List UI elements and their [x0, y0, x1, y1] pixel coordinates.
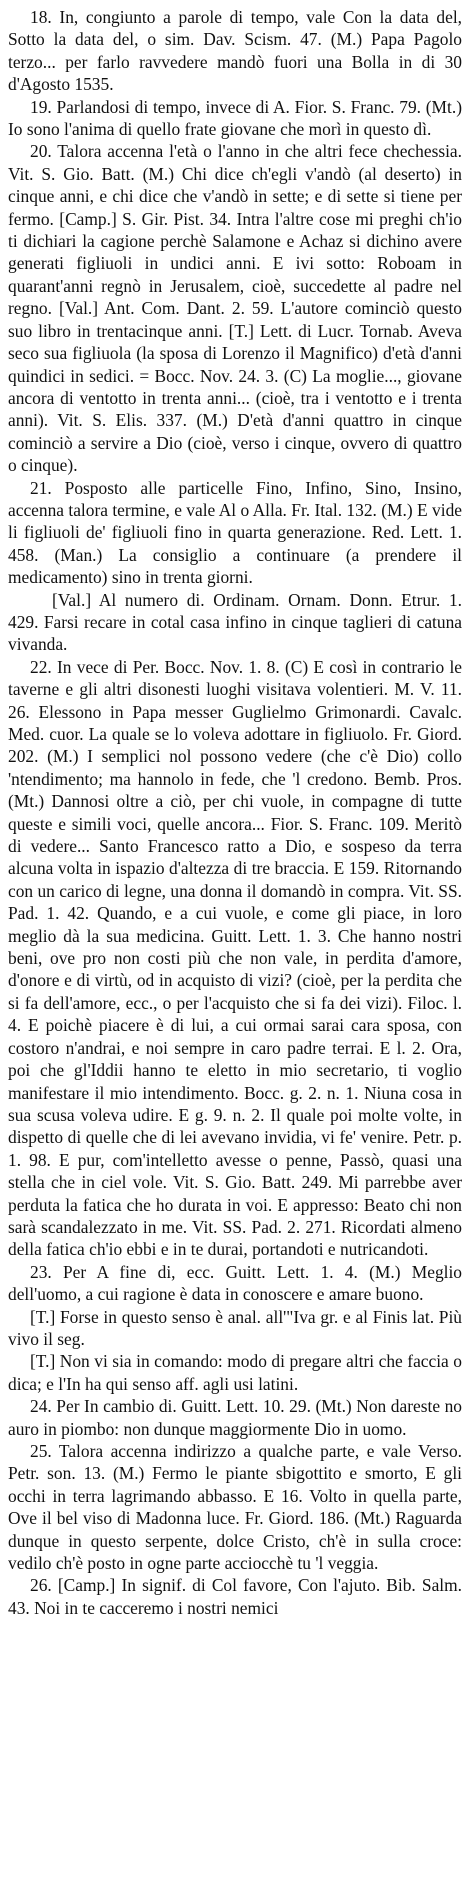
entry-23-note-1: [T.] Forse in questo senso è anal. all'"Iva gr. e al Finis lat. Più vivo il seg. — [8, 1306, 462, 1349]
entry-20: 20. Talora accenna l'età o l'anno in che altri fece chechessia. Vit. S. Gio. Batt. (M.) Chi dice ch'egli v'andò (al deserto) in cinque anni, e chi dice che v'andò in sette; e di sette si tiene per fermo. [Camp.] S. Gir. Pist. 34. Intra l'altre cose mi preghi ch'io ti dichiari la cagione perchè Salamone e Achaz si dichino avere generati figliuoli in undici anni. E ivi sotto: Roboam in quarant'anni regnò in Jerusalem, cioè, succedette al padre nel regno. [Val.] Ant. Com. Dant. 2. 59. L'autore cominciò questo suo libro in trentacinque anni. [T.] Lett. di Lucr. Tornab. Aveva seco sua figliuola (la sposa di Lorenzo il Magnifico) d'età d'anni quindici in sedici. = Bocc. Nov. 24. 3. (C) La moglie..., giovane ancora di ventotto in trenta anni... (cioè, tra i ventotto e i trenta anni). Vit. S. Elis. 337. (M.) D'età d'anni quattro in cinque cominciò a servire a Dio (cioè, verso i cinque, ovvero di quattro o cinque). — [8, 141, 462, 476]
entry-21: 21. Posposto alle particelle Fino, Infino, Sino, Insino, accenna talora termine, e vale Al o Alla. Fr. Ital. 132. (M.) E vide li figliuoli de' figliuoli fino in quarta generazione. Red. Lett. 1. 458. (Man.) La consiglio a continuare (a prendere il medicamento) sino in trenta giorni. — [8, 477, 462, 588]
entry-25: 25. Talora accenna indirizzo a qualche parte, e vale Verso. Petr. son. 13. (M.) Fermo le piante sbigottito e smorto, E gli occhi in terra lagrimando abbasso. E 16. Volto in quella parte, Ove il bel viso di Madonna luce. Fr. Giord. 186. (Mt.) Raguarda dunque in questo serpente, dolce Cristo, ch'è in sulla croce: vedilo ch'è posto in ogne parte acciocchè tu 'l veggia. — [8, 1441, 462, 1574]
entry-22: 22. In vece di Per. Bocc. Nov. 1. 8. (C) E così in contrario le taverne e gli altri disonesti luoghi visitava volentieri. M. V. 11. 26. Elessono in Papa messer Guglielmo Grimonardi. Cavalc. Med. cuor. La quale se lo voleva adottare in figliuolo. Fr. Giord. 202. (M.) I semplici nol possono vedere (che c'è Dio) collo 'ntendimento; ma hannolo in fede, che 'l credono. Bemb. Pros. (Mt.) Dannosi oltre a ciò, per chi vuole, in compagne di tutte queste e simili voci, quelle ancora... Fior. S. Franc. 109. Meritò di vedere... Santo Francesco ratto a Dio, e sospeso da terra alcuna volta in ispazio d'altezza di tre braccia. E 159. Ritornando con un carico di legne, una donna il domandò in compra. Vit. SS. Pad. 1. 42. Quando, e a cui vuole, e come gli piace, in loro meglio dà la sua medicina. Guitt. Lett. 1. 3. Che hanno nostri beni, ove pro non costi più che non vale, in perdita d'amore, d'onore e di virtù, od in acquisto di vizi? (cioè, per la perdita che si fa dell'amore, ecc., o per l'acquisto che si fa dei vizi). Filoc. l. 4. E poichè piacere è di lui, a cui ormai sarai cara sposa, con costoro n'andrai, e noi sempre in caro padre terrai. E l. 2. Ora, poi che gl'Iddii hanno te eletto in mio secretario, ti voglio manifestare il mio intendimento. Bocc. g. 2. n. 1. Niuna cosa in sua scusa voleva udire. E g. 9. n. 2. Il quale poi molte volte, in dispetto di quelle che di lei avevano invidia, vi fe' venire. Petr. p. 1. 98. E pur, com'intelletto avesse o penne, Passò, quasi una stella che in ciel vole. Vit. S. Gio. Batt. 249. Mi parrebbe aver perduta la fatica che ho durata in voi. E appresso: Beato chi non sarà scandalezzato in me. Vit. SS. Pad. 2. 271. Ricordati almeno della fatica ch'io ebbi e in te durai, portandoti e nutricandoti. — [8, 656, 462, 1260]
entry-21-val: [Val.] Al numero di. Ordinam. Ornam. Donn. Etrur. 1. 429. Farsi recare in cotal casa infino in cinque taglieri di catuna vivanda. — [8, 589, 462, 655]
entry-23: 23. Per A fine di, ecc. Guitt. Lett. 1. 4. (M.) Meglio dell'uomo, a cui ragione è data in conoscere e amare buono. — [8, 1261, 462, 1305]
entry-18: 18. In, congiunto a parole di tempo, vale Con la data del, Sotto la data del, o sim. Dav. Scism. 47. (M.) Papa Pagolo terzo... per farlo ravvedere mandò fuori una Bolla in di 30 d'Agosto 1535. — [8, 7, 462, 95]
entry-23-note-2: [T.] Non vi sia in comando: modo di pregare altri che faccia o dica; e l'In ha qui senso aff. agli usi latini. — [8, 1351, 462, 1394]
entry-24: 24. Per In cambio di. Guitt. Lett. 10. 29. (Mt.) Non dareste no auro in piombo: non dunque maggiormente Dio in uomo. — [8, 1396, 462, 1439]
entry-26: 26. [Camp.] In signif. di Col favore, Con l'ajuto. Bib. Salm. 43. Noi in te cacceremo i nostri nemici — [8, 1575, 462, 1618]
entry-19: 19. Parlandosi di tempo, invece di A. Fior. S. Franc. 79. (Mt.) Io sono l'anima di quello frate giovane che morì in questo dì. — [8, 96, 462, 140]
